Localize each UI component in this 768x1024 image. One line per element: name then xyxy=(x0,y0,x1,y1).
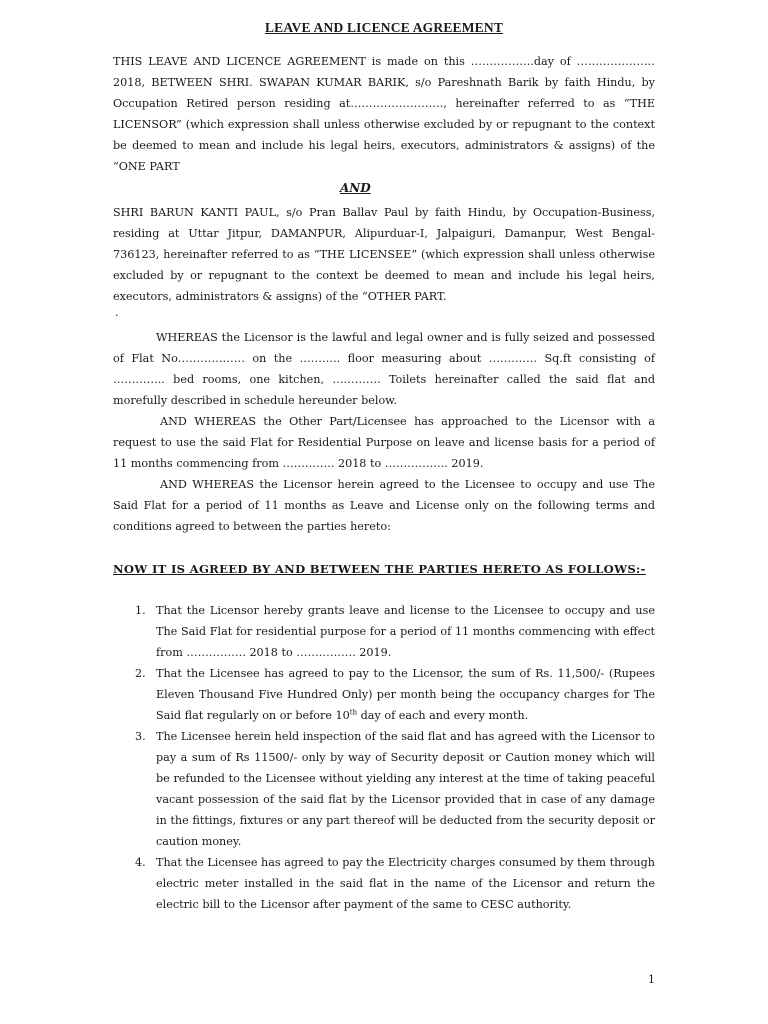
section-heading: NOW IT IS AGREED BY AND BETWEEN THE PARTIES HERETO AS FOLLOWS:- xyxy=(113,562,646,576)
clause-text xyxy=(156,667,655,722)
clause-text-part: day of each and every month. xyxy=(357,709,529,722)
clause-item xyxy=(113,600,655,663)
clause-text: That the Licensee has agreed to pay the Electricity charges consumed by them through electric meter installed in the said flat in the name of the Licensor and return the electric bill to the Licensor after payment of the same to CESC authority. xyxy=(156,856,655,911)
clause-text: That the Licensor hereby grants leave and license to the Licensee to occupy and use The Said Flat for residential purpose for a period of 11 months commencing with effect from ……………. 2018 to ……………. 2019. xyxy=(156,604,655,659)
clause-text-part: That the Licensee has agreed to pay to the Licensor, the sum of Rs. 11,500/- (Rupees Eleven Thousand Five Hundred Only) per month being the occupancy charges for The Said flat regularly on or before 10 xyxy=(156,667,655,722)
whereas-paragraph-2: AND WHEREAS the Other Part/Licensee has approached to the Licensor with a request to use the said Flat for Residential Purpose on leave and license basis for a period of 11 months commencing from ………….. 2018 to …………….. 2019. xyxy=(113,415,655,470)
intro-paragraph: THIS LEAVE AND LICENCE AGREEMENT is made on this ……………..day of ………………… 2018, BETWEEN SHRI. SWAPAN KUMAR BARIK, s/o Pareshnath Barik by faith Hindu, by Occupation Retired person residing at……………………., hereinafter referred to as “THE LICENSOR” (which expression shall unless otherwise excluded by or repugnant to the context be deemed to mean and include his legal heirs, executors, administrators & assigns) of the “ONE PART xyxy=(113,55,655,173)
whereas-paragraph-3: AND WHEREAS the Licensor herein agreed to the Licensee to occupy and use The Said Flat for a period of 11 months as Leave and License only on the following terms and conditions agreed to between the parties hereto: xyxy=(113,478,655,533)
clause-number: 3. xyxy=(135,730,146,743)
clause-number: 2. xyxy=(135,667,146,680)
clause-text: The Licensee herein held inspection of the said flat and has agreed with the Licensor to pay a sum of Rs 11500/- only by way of Security deposit or Caution money which will be refunded to the Licensee without yielding any interest at the time of taking peaceful vacant possession of the said flat by the Licensor provided that in case of any damage in the fittings, fixtures or any part thereof will be deducted from the security deposit or caution money. xyxy=(156,730,655,848)
ordinal-suffix: th xyxy=(349,708,358,717)
clause-item xyxy=(113,852,655,915)
whereas-paragraph-1: WHEREAS the Licensor is the lawful and legal owner and is fully seized and possessed of Flat No……………… on the ……….. floor measuring about …………. Sq.ft consisting of ………….. bed rooms, one kitchen, …………. Toilets hereinafter called the said flat and morefully described in schedule hereunder below. xyxy=(113,331,655,407)
page-number: 1 xyxy=(648,973,655,986)
clause-list xyxy=(113,600,655,915)
and-separator: AND xyxy=(340,181,371,195)
clause-item xyxy=(113,663,655,726)
clause-number: 4. xyxy=(135,856,146,869)
stray-dot: . xyxy=(115,306,119,319)
clause-item xyxy=(113,726,655,852)
document-title: LEAVE AND LICENCE AGREEMENT xyxy=(264,20,504,35)
licensee-paragraph: SHRI BARUN KANTI PAUL, s/o Pran Ballav Paul by faith Hindu, by Occupation-Business, residing at Uttar Jitpur, DAMANPUR, Alipurduar-I, Jalpaiguri, Damanpur, West Bengal- 736123, hereinafter referred to as “THE LICENSEE” (which expression shall unless otherwise excluded by or repugnant to the context be deemed to mean and include his legal heirs, executors, administrators & assigns) of the “OTHER PART. xyxy=(113,206,655,303)
clause-number: 1. xyxy=(135,604,146,617)
